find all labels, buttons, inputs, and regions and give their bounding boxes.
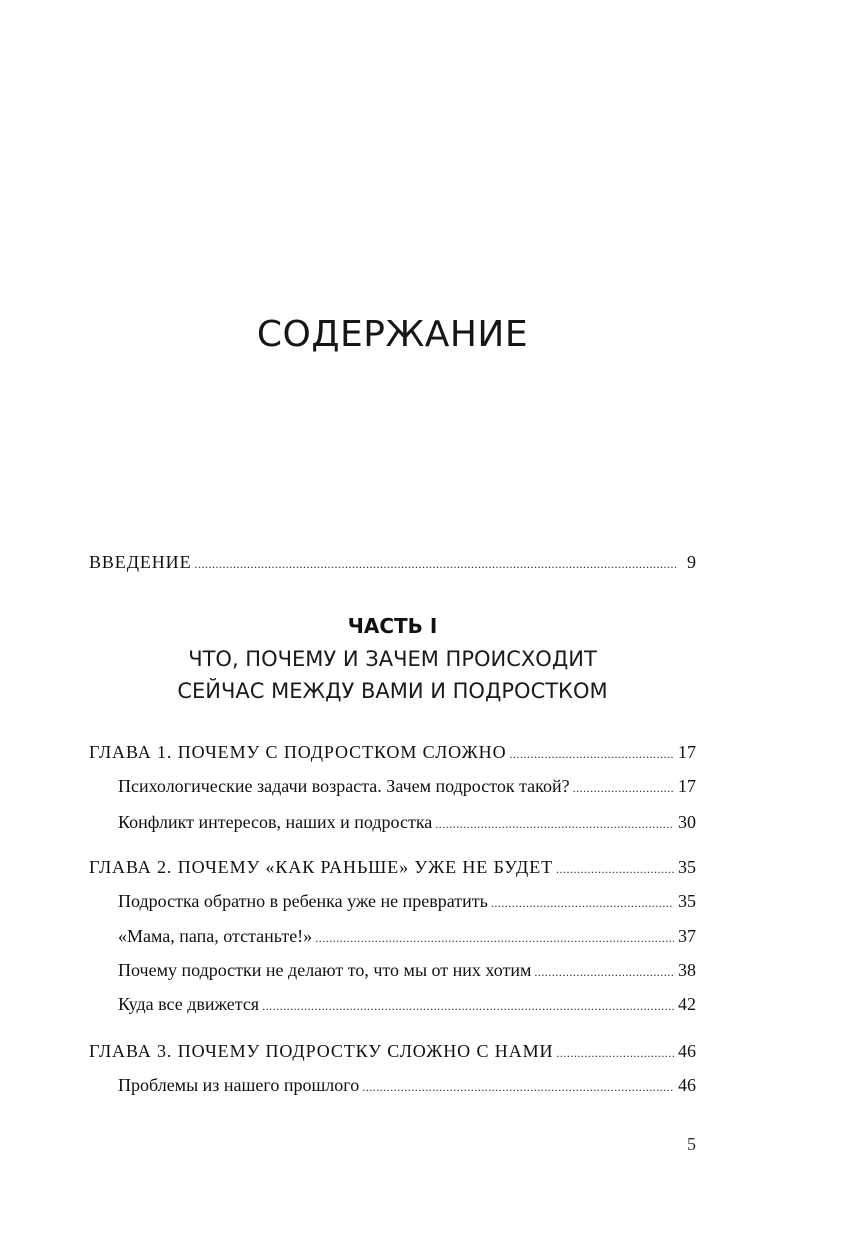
dot-leader	[573, 777, 674, 799]
toc-entry-label: Куда все движется	[118, 994, 260, 1014]
dot-leader	[315, 927, 674, 949]
toc-entry-page: 17	[678, 776, 696, 796]
toc-entry-section[interactable]	[118, 959, 696, 983]
toc-entry-label: Психологические задачи возраста. Зачем подросток такой?	[118, 776, 570, 796]
dot-leader	[556, 1042, 674, 1064]
toc-entry-section[interactable]	[118, 811, 696, 835]
toc-entry-label: Подростка обратно в ребенка уже не превратить	[118, 891, 488, 911]
toc-entry-section[interactable]	[118, 775, 696, 799]
dot-leader	[509, 743, 674, 765]
toc-entry-label: ГЛАВА 2. ПОЧЕМУ «КАК РАНЬШЕ» УЖЕ НЕ БУДЕТ	[89, 857, 553, 877]
toc-entry-section[interactable]	[118, 993, 696, 1017]
toc-entry-page: 37	[678, 926, 696, 946]
dot-leader	[491, 892, 674, 914]
toc-entry-page: 17	[678, 742, 696, 762]
page-number: 5	[687, 1134, 696, 1154]
toc-entry-page: 9	[687, 552, 696, 572]
dot-leader	[534, 961, 674, 983]
part-title-line-2: СЕЙЧАС МЕЖДУ ВАМИ И ПОДРОСТКОМ	[177, 679, 608, 703]
dot-leader	[435, 813, 674, 835]
toc-entry-page: 30	[678, 812, 696, 832]
toc-entry-label: «Мама, папа, отстаньте!»	[118, 926, 313, 946]
toc-entry-section[interactable]	[118, 890, 696, 914]
toc-entry-page: 46	[678, 1041, 696, 1061]
toc-entry-section[interactable]	[118, 925, 696, 949]
part-title	[89, 643, 696, 707]
toc-entry-label: Проблемы из нашего прошлого	[118, 1075, 360, 1095]
dot-leader	[556, 858, 674, 880]
toc-entry-page: 46	[678, 1075, 696, 1095]
dot-leader	[262, 995, 674, 1017]
toc-entry-chapter-3[interactable]	[89, 1040, 696, 1064]
toc-entry-page: 42	[678, 994, 696, 1014]
toc-entry-page: 38	[678, 960, 696, 980]
part-label: ЧАСТЬ I	[347, 614, 438, 638]
toc-entry-label: ГЛАВА 3. ПОЧЕМУ ПОДРОСТКУ СЛОЖНО С НАМИ	[89, 1041, 554, 1061]
toc-entry-label: Конфликт интересов, наших и подростка	[118, 812, 433, 832]
toc-entry-introduction[interactable]	[89, 551, 696, 575]
dot-leader	[362, 1076, 674, 1098]
toc-entry-chapter-1[interactable]	[89, 741, 696, 765]
page-title: СОДЕРЖАНИЕ	[256, 314, 529, 355]
part-title-line-1: ЧТО, ПОЧЕМУ И ЗАЧЕМ ПРОИСХОДИТ	[188, 647, 597, 671]
toc-entry-label: ВВЕДЕНИЕ	[89, 552, 192, 572]
toc-entry-label: ГЛАВА 1. ПОЧЕМУ С ПОДРОСТКОМ СЛОЖНО	[89, 742, 507, 762]
toc-entry-page: 35	[678, 857, 696, 877]
toc-entry-section[interactable]	[118, 1074, 696, 1098]
dot-leader	[194, 553, 676, 575]
toc-entry-label: Почему подростки не делают то, что мы от них хотим	[118, 960, 532, 980]
toc-entry-chapter-2[interactable]	[89, 856, 696, 880]
toc-entry-page: 35	[678, 891, 696, 911]
